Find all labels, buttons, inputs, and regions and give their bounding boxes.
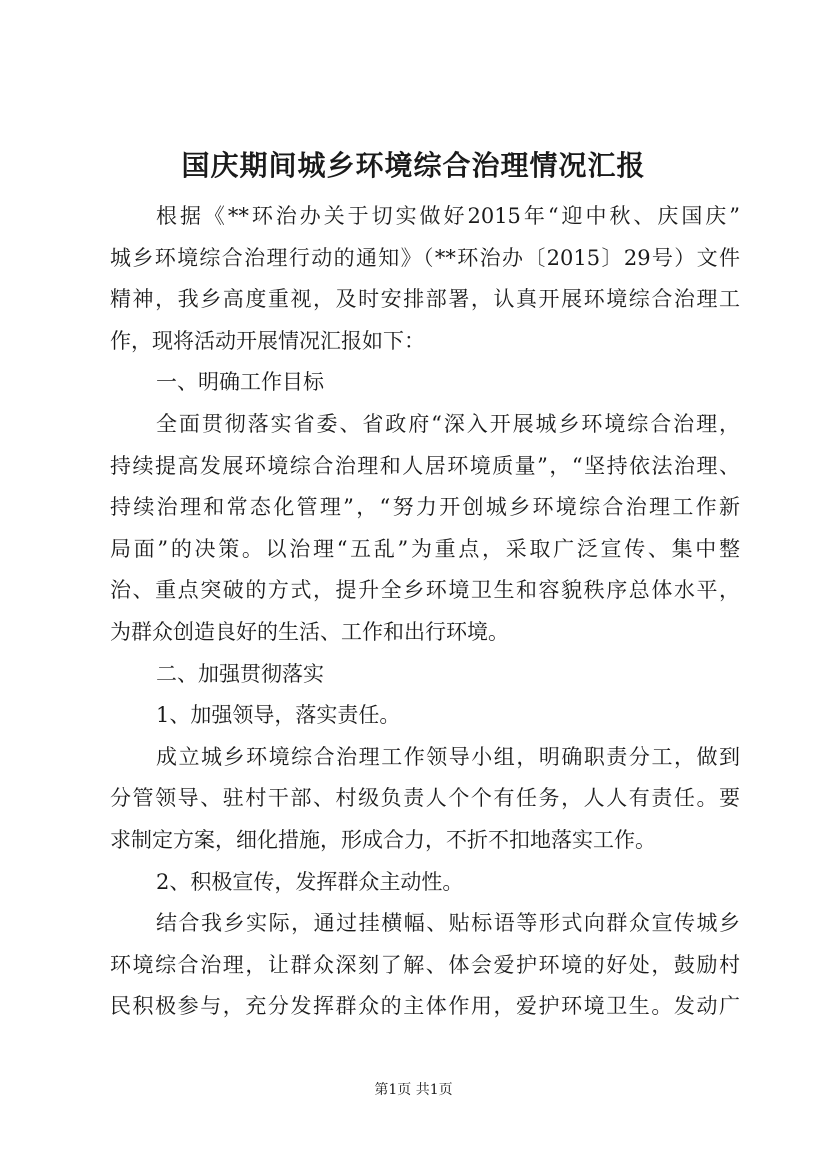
- paragraph-line: 城乡环境综合治理行动的通知》（**环治办〔2015〕29号）文件: [110, 245, 740, 270]
- paragraph-line: 民积极参与，充分发挥群众的主体作用，爱护环境卫生。发动广: [110, 994, 740, 1019]
- page-footer: 第1页 共1页: [374, 1082, 453, 1098]
- paragraph-line: 持续提高发展环境综合治理和人居环境质量”，“坚持依法治理、: [110, 453, 740, 478]
- paragraph-line: 求制定方案，细化措施，形成合力，不折不扣地落实工作。: [110, 827, 656, 852]
- paragraph-line: 全面贯彻落实省委、省政府“深入开展城乡环境综合治理，: [156, 411, 740, 436]
- paragraph-line: 持续治理和常态化管理”，“努力开创城乡环境综合治理工作新: [110, 495, 740, 520]
- paragraph-line: 为群众创造良好的生活、工作和出行环境。: [110, 619, 509, 644]
- document-title: 国庆期间城乡环境综合治理情况汇报: [181, 149, 646, 182]
- paragraph-line: 根据《**环治办关于切实做好2015年“迎中秋、庆国庆”: [156, 204, 740, 228]
- paragraph-line: 作，现将活动开展情况汇报如下：: [110, 328, 425, 353]
- section-heading: 一、明确工作目标: [156, 370, 324, 395]
- paragraph-line: 治、重点突破的方式，提升全乡环境卫生和容貌秩序总体水平，: [110, 578, 740, 603]
- subsection-heading: 1、加强领导，落实责任。: [156, 703, 401, 728]
- paragraph-line: 结合我乡实际，通过挂横幅、贴标语等形式向群众宣传城乡: [156, 911, 740, 936]
- subsection-heading: 2、积极宣传，发挥群众主动性。: [156, 869, 464, 894]
- document-body: [110, 196, 740, 1028]
- paragraph-line: 局面”的决策。以治理“五乱”为重点，采取广泛宣传、集中整: [110, 536, 740, 561]
- paragraph-line: 成立城乡环境综合治理工作领导小组，明确职责分工，做到: [156, 744, 740, 769]
- paragraph-line: 分管领导、驻村干部、村级负责人个个有任务，人人有责任。要: [110, 786, 740, 811]
- paragraph-line: 精神，我乡高度重视，及时安排部署，认真开展环境综合治理工: [110, 287, 740, 312]
- section-heading: 二、加强贯彻落实: [156, 661, 324, 686]
- paragraph-line: 环境综合治理，让群众深刻了解、体会爱护环境的好处，鼓励村: [110, 952, 740, 977]
